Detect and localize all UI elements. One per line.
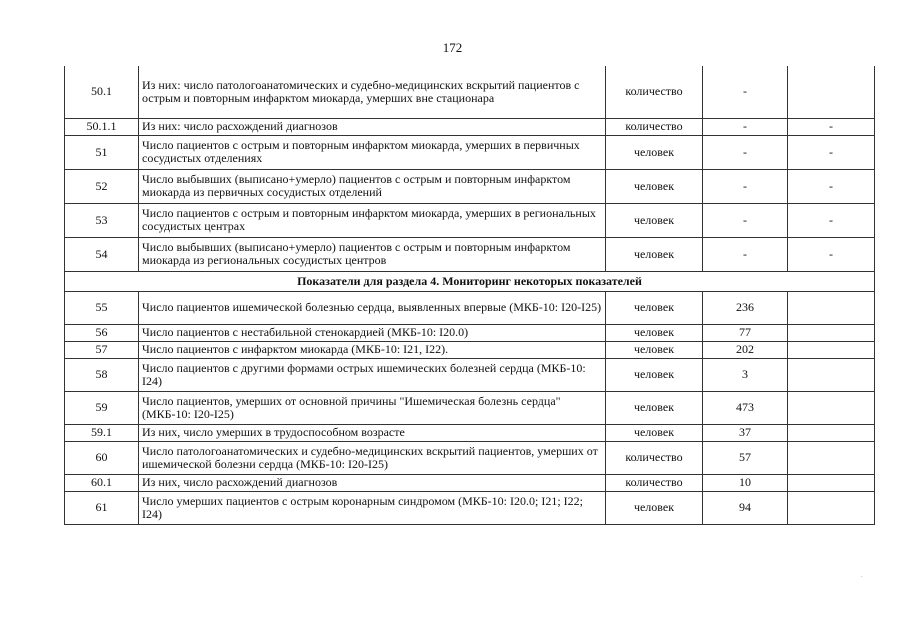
table-row — [65, 135, 875, 169]
row-value-2: - — [788, 203, 875, 237]
table-row — [65, 169, 875, 203]
row-indicator-name: Число пациентов с острым и повторным инфарктом миокарда, умерших в региональных сосудистых центрах — [139, 203, 606, 237]
row-value-2 — [788, 358, 875, 391]
row-value-2 — [788, 424, 875, 441]
row-value-1: - — [703, 66, 788, 118]
table-row — [65, 491, 875, 524]
table-row — [65, 391, 875, 424]
indicators-table — [64, 66, 875, 525]
row-indicator-name: Число пациентов с острым и повторным инфарктом миокарда, умерших в первичных сосудистых отделениях — [139, 135, 606, 169]
row-indicator-name: Число пациентов с другими формами острых ишемических болезней сердца (МКБ-10: I24) — [139, 358, 606, 391]
row-number: 50.1 — [65, 66, 139, 118]
row-value-1: 236 — [703, 291, 788, 324]
table-section — [65, 271, 875, 291]
row-indicator-name: Число патологоанатомических и судебно-медицинских вскрытий пациентов, умерших от ишемической болезни сердца (МКБ-10: I20-I25) — [139, 441, 606, 474]
row-unit: количество — [606, 474, 703, 491]
table-body-after — [65, 291, 875, 524]
table-row — [65, 474, 875, 491]
row-indicator-name: Из них, число умерших в трудоспособном возрасте — [139, 424, 606, 441]
row-number: 59 — [65, 391, 139, 424]
row-indicator-name: Число выбывших (выписано+умерло) пациентов с острым и повторным инфарктом миокарда из первичных сосудистых отделений — [139, 169, 606, 203]
row-indicator-name: Число пациентов с нестабильной стенокардией (МКБ-10: I20.0) — [139, 324, 606, 341]
scan-mark: · — [860, 572, 864, 583]
row-value-2 — [788, 491, 875, 524]
row-value-2 — [788, 341, 875, 358]
page-number: 172 — [442, 40, 463, 55]
row-unit: человек — [606, 135, 703, 169]
row-value-2 — [788, 391, 875, 424]
table-row — [65, 324, 875, 341]
row-value-1: - — [703, 203, 788, 237]
row-number: 53 — [65, 203, 139, 237]
row-indicator-name: Число пациентов с инфарктом миокарда (МКБ-10: I21, I22). — [139, 341, 606, 358]
row-number: 55 — [65, 291, 139, 324]
table-body-before — [65, 66, 875, 271]
table-row — [65, 341, 875, 358]
row-value-2 — [788, 324, 875, 341]
row-indicator-name: Из них, число расхождений диагнозов — [139, 474, 606, 491]
row-number: 60 — [65, 441, 139, 474]
row-indicator-name: Число выбывших (выписано+умерло) пациентов с острым и повторным инфарктом миокарда из региональных сосудистых центров — [139, 237, 606, 271]
row-unit: человек — [606, 291, 703, 324]
row-value-2: - — [788, 118, 875, 135]
row-value-1: 3 — [703, 358, 788, 391]
row-value-2 — [788, 441, 875, 474]
row-value-2 — [788, 66, 875, 118]
row-number: 54 — [65, 237, 139, 271]
row-unit: человек — [606, 391, 703, 424]
row-number: 59.1 — [65, 424, 139, 441]
row-unit: количество — [606, 441, 703, 474]
row-value-2: - — [788, 237, 875, 271]
row-value-1: 37 — [703, 424, 788, 441]
row-unit: количество — [606, 66, 703, 118]
row-number: 57 — [65, 341, 139, 358]
row-value-1: 10 — [703, 474, 788, 491]
row-indicator-name: Из них: число патологоанатомических и судебно-медицинских вскрытий пациентов с острым и повторным инфарктом миокарда, умерших вне стационара — [139, 66, 606, 118]
row-value-1: - — [703, 169, 788, 203]
row-number: 50.1.1 — [65, 118, 139, 135]
row-number: 58 — [65, 358, 139, 391]
row-value-1: 473 — [703, 391, 788, 424]
section-header-row — [65, 271, 875, 291]
table-row — [65, 237, 875, 271]
table-row — [65, 203, 875, 237]
row-value-1: 94 — [703, 491, 788, 524]
row-unit: человек — [606, 237, 703, 271]
row-number: 61 — [65, 491, 139, 524]
table-row — [65, 358, 875, 391]
row-unit: человек — [606, 324, 703, 341]
row-value-1: - — [703, 118, 788, 135]
row-unit: человек — [606, 424, 703, 441]
row-value-2 — [788, 474, 875, 491]
row-number: 56 — [65, 324, 139, 341]
row-unit: человек — [606, 203, 703, 237]
row-value-2: - — [788, 169, 875, 203]
row-value-1: - — [703, 135, 788, 169]
row-indicator-name: Число пациентов ишемической болезнью сердца, выявленных впервые (МКБ-10: I20-I25) — [139, 291, 606, 324]
section-title: Показатели для раздела 4. Мониторинг некоторых показателей — [65, 271, 875, 291]
row-number: 52 — [65, 169, 139, 203]
table-row — [65, 118, 875, 135]
row-indicator-name: Из них: число расхождений диагнозов — [139, 118, 606, 135]
row-unit: человек — [606, 491, 703, 524]
row-indicator-name: Число пациентов, умерших от основной причины "Ишемическая болезнь сердца" (МКБ-10: I20-I25) — [139, 391, 606, 424]
row-unit: человек — [606, 169, 703, 203]
row-value-2 — [788, 291, 875, 324]
table-row — [65, 424, 875, 441]
row-value-1: 57 — [703, 441, 788, 474]
row-value-2: - — [788, 135, 875, 169]
table-row — [65, 291, 875, 324]
row-value-1: - — [703, 237, 788, 271]
row-unit: человек — [606, 341, 703, 358]
table-row — [65, 66, 875, 118]
row-number: 60.1 — [65, 474, 139, 491]
table-row — [65, 441, 875, 474]
row-unit: количество — [606, 118, 703, 135]
row-number: 51 — [65, 135, 139, 169]
row-indicator-name: Число умерших пациентов с острым коронарным синдромом (МКБ-10: I20.0; I21; I22; I24) — [139, 491, 606, 524]
row-value-1: 77 — [703, 324, 788, 341]
row-unit: человек — [606, 358, 703, 391]
row-value-1: 202 — [703, 341, 788, 358]
